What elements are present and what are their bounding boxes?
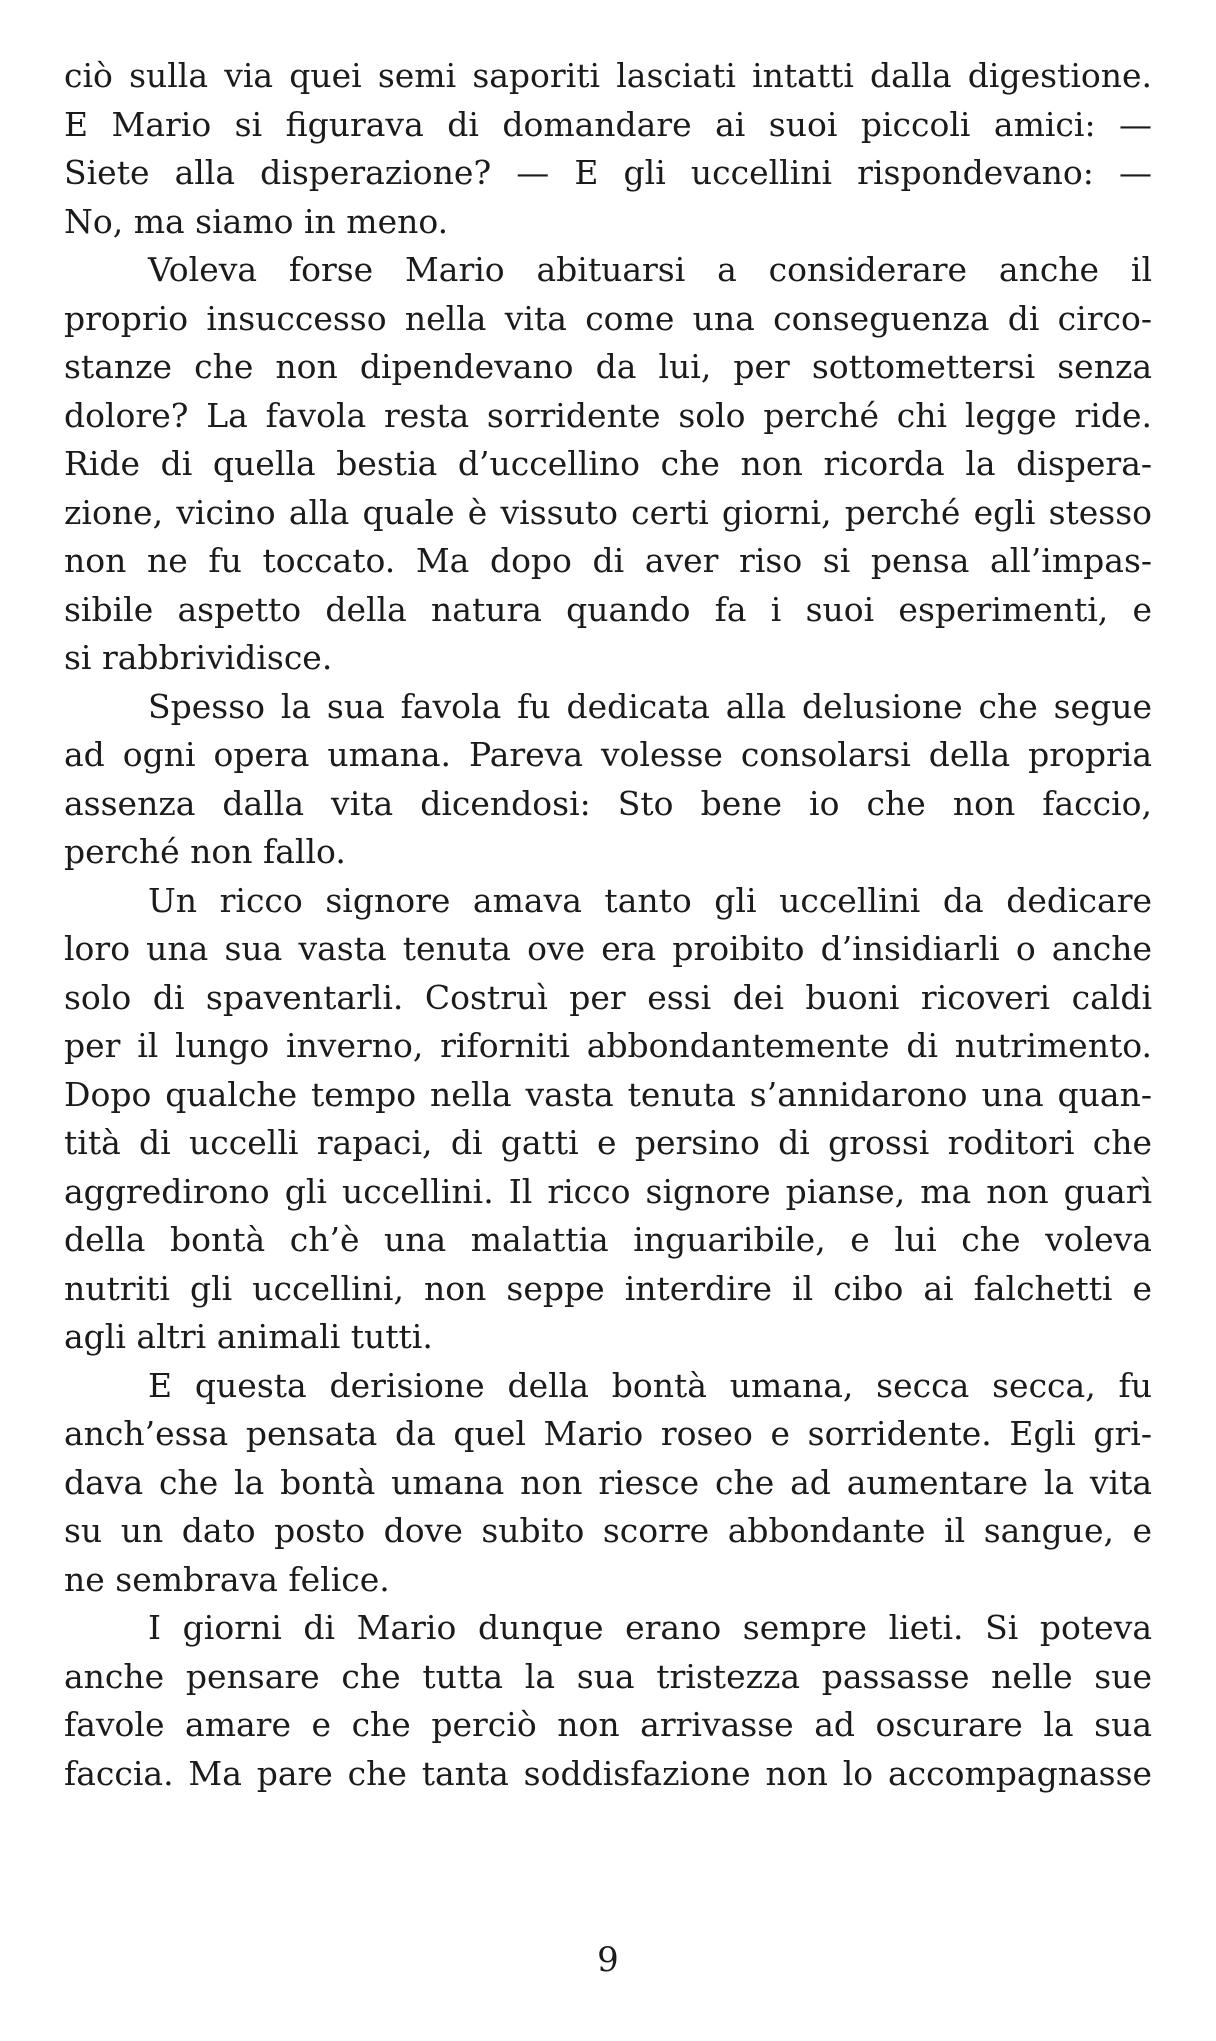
text-line: E Mario si figurava di domandare ai suoi piccoli amici: — bbox=[64, 104, 1153, 144]
text-line: proprio insuccesso nella vita come una conseguenza di circo- bbox=[64, 298, 1152, 338]
text-line: No, ma siamo in meno. bbox=[64, 201, 449, 241]
text-line: ciò sulla via quei semi saporiti lasciati intatti dalla digestione. bbox=[64, 56, 1153, 95]
text-line: su un dato posto dove subito scorre abbondante il sangue, e bbox=[64, 1511, 1152, 1550]
text-line: non ne fu toccato. Ma dopo di aver riso si pensa all’impas- bbox=[64, 541, 1153, 580]
text-line: anch’essa pensata da quel Mario roseo e sorridente. Egli gri- bbox=[64, 1414, 1152, 1453]
text-line: favole amare e che perciò non arrivasse ad oscurare la sua bbox=[64, 1705, 1153, 1744]
text-line: assenza dalla vita dicendosi: Sto bene io che non faccio, bbox=[64, 783, 1152, 823]
text-line: Spesso la sua favola fu dedicata alla delusione che segue bbox=[148, 686, 1152, 726]
text-line: Ride di quella bestia d’uccellino che non ricorda la dispera- bbox=[64, 444, 1153, 483]
text-line: per il lungo inverno, riforniti abbondantemente di nutrimento. bbox=[64, 1026, 1153, 1065]
text-line: dolore? La favola resta sorridente solo perché chi legge ride. bbox=[64, 395, 1152, 435]
text-line: anche pensare che tutta la sua tristezza passasse nelle sue bbox=[64, 1656, 1153, 1696]
text-line: Un ricco signore amava tanto gli uccellini da dedicare bbox=[148, 880, 1152, 920]
text-line: faccia. Ma pare che tanta soddisfazione non lo accompagnasse bbox=[64, 1753, 1153, 1793]
text-line: zione, vicino alla quale è vissuto certi giorni, perché egli stesso bbox=[64, 492, 1153, 532]
text-line: tità di uccelli rapaci, di gatti e persino di grossi roditori che bbox=[64, 1123, 1152, 1162]
text-line: ne sembrava felice. bbox=[64, 1559, 390, 1599]
text-line: Dopo qualche tempo nella vasta tenuta s’annidarono una quan- bbox=[64, 1074, 1152, 1114]
text-line: E questa derisione della bontà umana, secca secca, fu bbox=[148, 1365, 1152, 1405]
page-text bbox=[64, 52, 1152, 1798]
text-line: agli altri animali tutti. bbox=[64, 1317, 433, 1356]
text-line: solo di spaventarli. Costruì per essi dei buoni ricoveri caldi bbox=[64, 977, 1152, 1017]
text-line: stanze che non dipendevano da lui, per sottomettersi senza bbox=[64, 347, 1153, 386]
text-line: I giorni di Mario dunque erano sempre lieti. Si poteva bbox=[148, 1608, 1153, 1647]
text-line: Voleva forse Mario abituarsi a considerare anche il bbox=[148, 250, 1153, 289]
text-line: Siete alla disperazione? — E gli uccellini rispondevano: — bbox=[64, 153, 1152, 192]
text-line: dava che la bontà umana non riesce che ad aumentare la vita bbox=[64, 1462, 1153, 1502]
text-line: nutriti gli uccellini, non seppe interdire il cibo ai falchetti e bbox=[64, 1268, 1153, 1308]
text-line: aggredirono gli uccellini. Il ricco signore pianse, ma non guarì bbox=[64, 1171, 1153, 1211]
text-line: della bontà ch’è una malattia inguaribile, e lui che voleva bbox=[64, 1220, 1152, 1259]
text-line: ad ogni opera umana. Pareva volesse consolarsi della propria bbox=[64, 735, 1152, 774]
text-line: perché non fallo. bbox=[64, 832, 346, 871]
text-line: sibile aspetto della natura quando fa i suoi esperimenti, e bbox=[64, 589, 1153, 629]
text-line: si rabbrividisce. bbox=[64, 638, 333, 677]
text-line: loro una sua vasta tenuta ove era proibito d’insidiarli o anche bbox=[64, 929, 1152, 968]
page-number: 9 bbox=[597, 1940, 619, 1980]
